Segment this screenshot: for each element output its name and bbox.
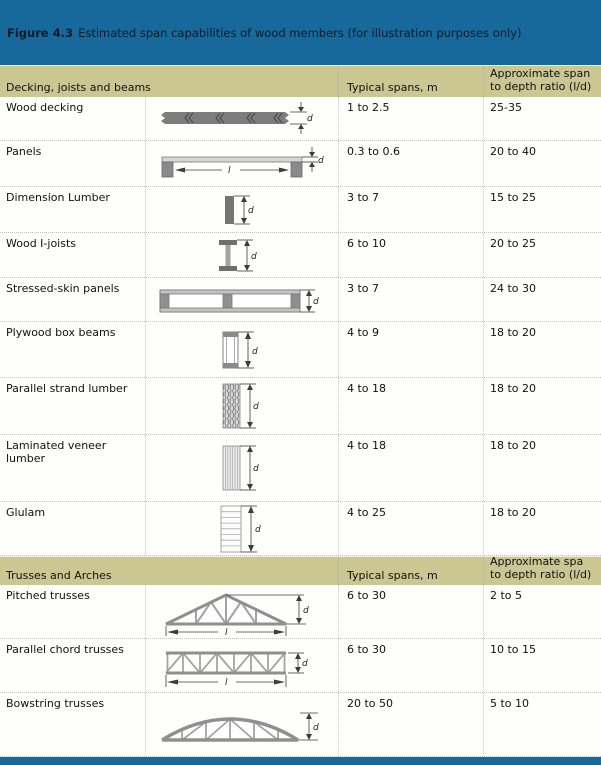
typical-span-value: 4 to 18 xyxy=(338,378,483,434)
member-name: Plywood box beams xyxy=(6,326,116,339)
member-name: Wood decking xyxy=(6,101,84,114)
dimension-lumber-diagram xyxy=(145,187,338,232)
dim-label-d: d xyxy=(255,524,261,535)
bowstring-truss-diagram xyxy=(145,693,338,756)
table-row xyxy=(0,693,601,757)
member-name: Parallel chord trusses xyxy=(6,643,124,656)
span-depth-ratio-value: 24 to 30 xyxy=(483,278,601,321)
member-name: Pitched trusses xyxy=(6,589,90,602)
member-name: Dimension Lumber xyxy=(6,191,110,204)
typical-span-value: 3 to 7 xyxy=(338,187,483,232)
span-depth-ratio-value: 18 to 20 xyxy=(483,378,601,434)
table-row xyxy=(0,585,601,639)
dim-label-d: d xyxy=(307,113,313,124)
dim-label-d: d xyxy=(313,722,319,733)
typical-span-value: 4 to 9 xyxy=(338,322,483,377)
member-name: Panels xyxy=(6,145,42,158)
table-row xyxy=(0,187,601,233)
typical-span-value: 20 to 50 xyxy=(338,693,483,756)
figure-title-bar xyxy=(0,0,601,65)
span-depth-ratio-value: 18 to 20 xyxy=(483,322,601,377)
typical-span-value: 4 to 25 xyxy=(338,502,483,555)
table-row xyxy=(0,278,601,322)
dim-label-d: d xyxy=(252,346,258,357)
column-header-span-depth-ratio xyxy=(483,554,601,585)
stressed-skin-panel-diagram xyxy=(145,278,338,321)
glulam-diagram xyxy=(145,502,338,555)
table-row xyxy=(0,233,601,278)
span-depth-ratio-value: 5 to 10 xyxy=(483,693,601,756)
wood-i-joist-diagram xyxy=(145,233,338,277)
table-row xyxy=(0,639,601,693)
typical-span-value: 3 to 7 xyxy=(338,278,483,321)
dim-label-l: l xyxy=(225,677,228,688)
figure-caption: Estimated span capabilities of wood members (for illustration purposes only) xyxy=(78,25,522,40)
figure-bottom-bar xyxy=(0,757,601,765)
section-title: Decking, joists and beams xyxy=(6,81,151,94)
table-row xyxy=(0,141,601,187)
table-row xyxy=(0,97,601,141)
parallel-chord-truss-diagram xyxy=(145,639,338,692)
dim-label-d: d xyxy=(253,464,259,474)
column-header-typical-spans: Typical spans, m xyxy=(338,557,483,585)
panels-diagram xyxy=(145,141,338,186)
section-header-trusses xyxy=(0,556,601,585)
span-depth-ratio-value: 10 to 15 xyxy=(483,639,601,692)
dim-label-l: l xyxy=(225,627,228,638)
typical-span-value: 0.3 to 0.6 xyxy=(338,141,483,186)
typical-span-value: 4 to 18 xyxy=(338,435,483,501)
table-row xyxy=(0,435,601,502)
span-depth-ratio-value: 18 to 20 xyxy=(483,502,601,555)
parallel-strand-lumber-diagram xyxy=(145,378,338,434)
section-title: Trusses and Arches xyxy=(6,569,112,582)
table-row xyxy=(0,322,601,378)
typical-span-value: 6 to 30 xyxy=(338,639,483,692)
typical-span-value: 6 to 10 xyxy=(338,233,483,277)
typical-span-value: 1 to 2.5 xyxy=(338,97,483,140)
laminated-veneer-lumber-diagram xyxy=(145,435,338,501)
span-depth-ratio-value: 18 to 20 xyxy=(483,435,601,501)
member-name: Wood I-joists xyxy=(6,237,77,250)
column-header-span-depth-ratio xyxy=(483,66,601,97)
column-header-line1: Approximate span xyxy=(490,66,591,80)
member-name: Glulam xyxy=(6,506,46,519)
dim-label-d: d xyxy=(253,402,259,412)
column-header-line2: to depth ratio (l/d) xyxy=(490,568,592,582)
span-depth-ratio-value: 20 to 40 xyxy=(483,141,601,186)
wood-decking-diagram xyxy=(145,97,338,140)
table-row xyxy=(0,378,601,435)
column-header-line1: Approximate spa xyxy=(490,554,584,568)
span-depth-ratio-value: 25-35 xyxy=(483,97,601,140)
dim-label-d: d xyxy=(303,605,309,616)
table-row xyxy=(0,502,601,556)
member-name: Parallel strand lumber xyxy=(6,382,128,395)
dim-label-d: d xyxy=(251,251,257,262)
member-name: Stressed-skin panels xyxy=(6,282,120,295)
span-depth-ratio-value: 20 to 25 xyxy=(483,233,601,277)
dim-label-d: d xyxy=(248,205,254,216)
typical-span-value: 6 to 30 xyxy=(338,585,483,638)
figure-number: Figure 4.3 xyxy=(7,25,74,40)
span-depth-ratio-value: 2 to 5 xyxy=(483,585,601,638)
member-name: Laminated veneer lumber xyxy=(6,439,107,465)
dim-label-d: d xyxy=(313,296,319,307)
dim-label-d: d xyxy=(302,658,308,669)
dim-label-d: d xyxy=(318,155,324,166)
section-header-decking xyxy=(0,65,601,97)
span-depth-ratio-value: 15 to 25 xyxy=(483,187,601,232)
plywood-box-beam-diagram xyxy=(145,322,338,377)
pitched-truss-diagram xyxy=(145,585,338,638)
member-name: Bowstring trusses xyxy=(6,697,105,710)
dim-label-l: l xyxy=(228,165,231,176)
column-header-typical-spans: Typical spans, m xyxy=(338,66,483,97)
column-header-line2: to depth ratio (l/d) xyxy=(490,80,592,94)
